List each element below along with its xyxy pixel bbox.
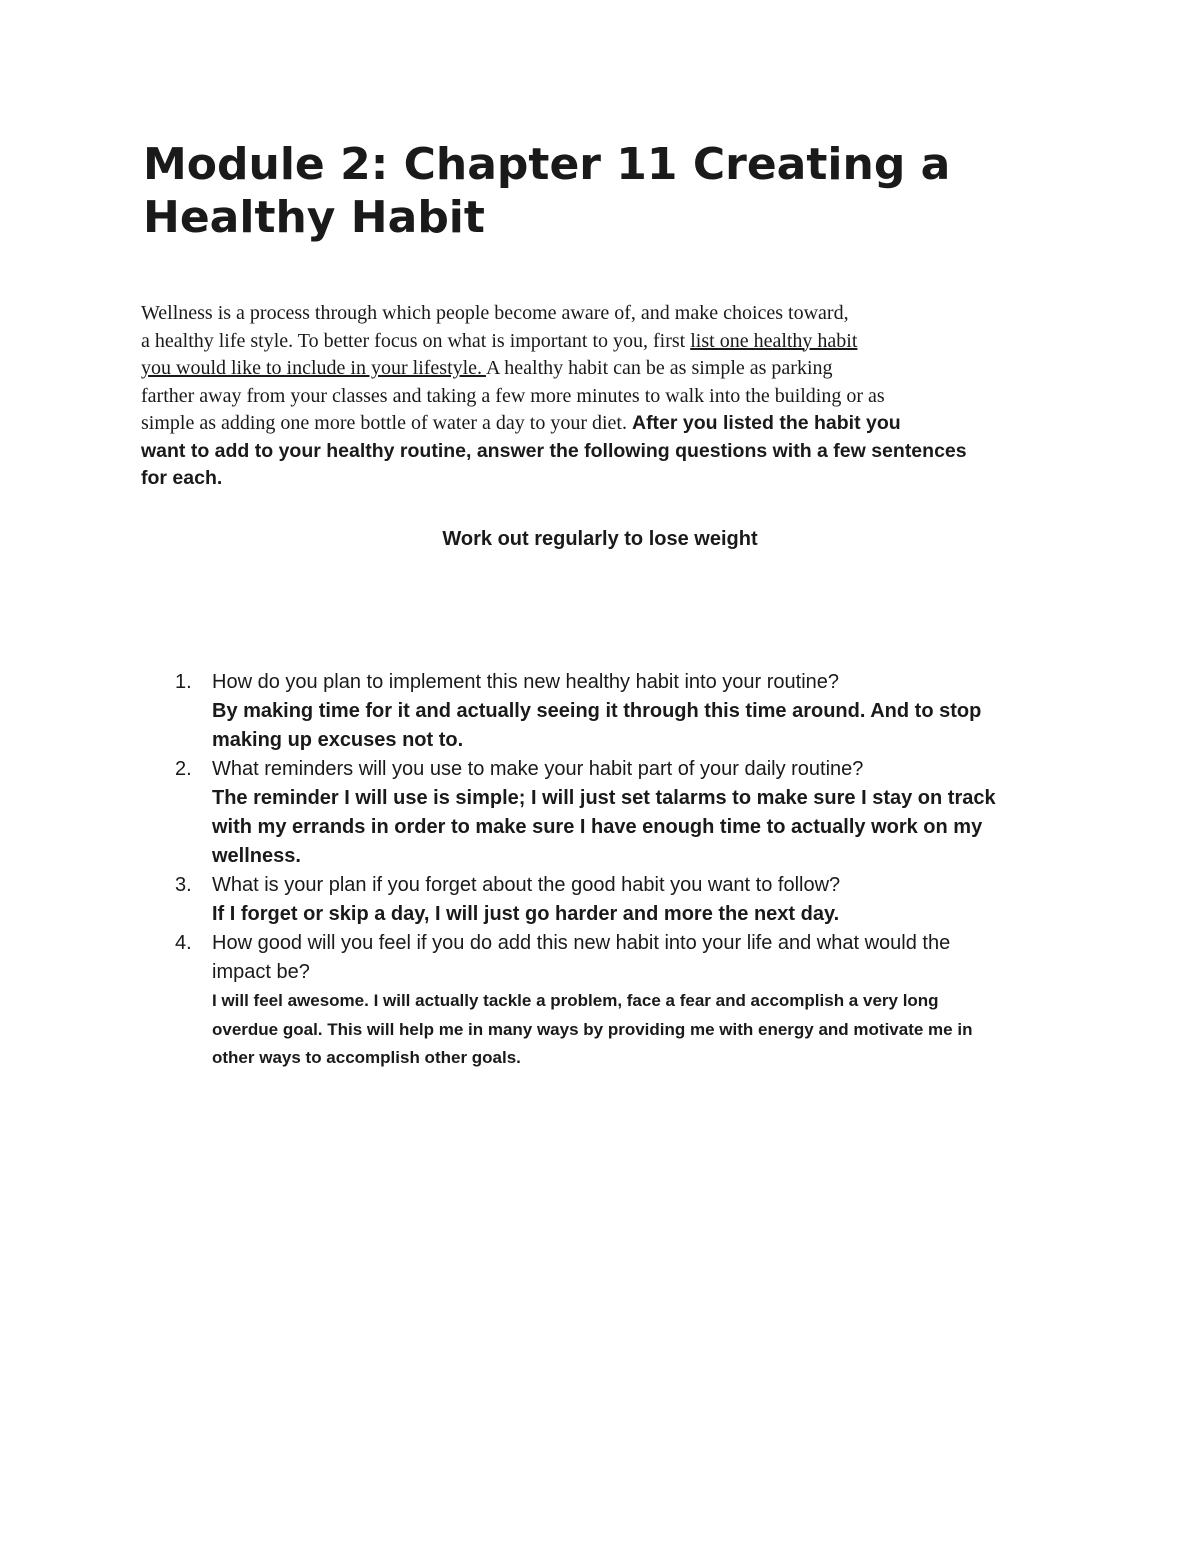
answer-line: By making time for it and actually seeing it through this time around. And to stop	[212, 700, 982, 722]
question-line: How good will you feel if you do add this new habit into your life and what would the	[212, 932, 951, 954]
intro-line: Wellness is a process through which people become aware of, and make choices toward,	[141, 302, 849, 324]
question-text: How do you plan to implement this new healthy habit into your routine?	[212, 671, 840, 693]
chosen-habit: Work out regularly to lose weight	[442, 528, 758, 550]
answer-line: If I forget or skip a day, I will just go harder and more the next day.	[212, 903, 840, 925]
intro-line	[141, 328, 1061, 356]
answer-line: wellness.	[212, 845, 301, 867]
question-text	[212, 929, 1072, 987]
question-number: 2.	[175, 758, 192, 780]
intro-paragraph	[141, 300, 1061, 493]
list-item	[0, 668, 1072, 755]
intro-line	[141, 410, 1061, 438]
intro-underlined-text: list one healthy habit	[690, 329, 858, 352]
question-text: What reminders will you use to make your habit part of your daily routine?	[212, 758, 864, 780]
intro-underlined-text: you would like to include in your lifestyle.	[141, 357, 486, 379]
question-list	[0, 668, 1200, 1073]
question-number: 4.	[175, 932, 192, 954]
intro-text: a healthy life style. To better focus on what is important to you, first	[141, 329, 691, 352]
answer-line: The reminder I will use is simple; I will just set talarms to make sure I stay on track	[212, 787, 996, 809]
list-item	[0, 755, 1072, 871]
answer-text	[212, 900, 1072, 929]
question-line: impact be?	[212, 961, 310, 983]
answer-line: with my errands in order to make sure I have enough time to actually work on my	[212, 816, 983, 838]
intro-text: A healthy habit can be as simple as parking	[485, 357, 833, 379]
question-number: 3.	[175, 874, 192, 896]
list-item	[0, 929, 1072, 1073]
answer-line: overdue goal. This will help me in many ways by providing me with energy and motivate me in	[212, 1019, 973, 1039]
answer-text	[212, 784, 1072, 871]
answer-line: making up excuses not to.	[212, 729, 464, 751]
intro-line: farther away from your classes and taking a few more minutes to walk into the building or as	[141, 384, 885, 407]
answer-line: I will feel awesome. I will actually tackle a problem, face a fear and accomplish a very long	[212, 991, 939, 1010]
answer-text	[212, 697, 1072, 755]
question-text: What is your plan if you forget about the good habit you want to follow?	[212, 874, 841, 896]
answer-line: other ways to accomplish other goals.	[212, 1048, 521, 1067]
page-title: Module 2: Chapter 11 Creating a Healthy Habit	[143, 139, 951, 243]
intro-bold-line: for each.	[141, 467, 223, 489]
intro-text: simple as adding one more bottle of water a day to your diet.	[141, 412, 632, 434]
intro-line	[141, 355, 1061, 383]
question-number: 1.	[175, 671, 192, 693]
intro-bold-line: want to add to your healthy routine, answer the following questions with a few sentences	[141, 439, 967, 462]
answer-text	[212, 987, 1072, 1073]
list-item	[0, 871, 1072, 929]
intro-bold-text: After you listed the habit you	[631, 412, 901, 434]
